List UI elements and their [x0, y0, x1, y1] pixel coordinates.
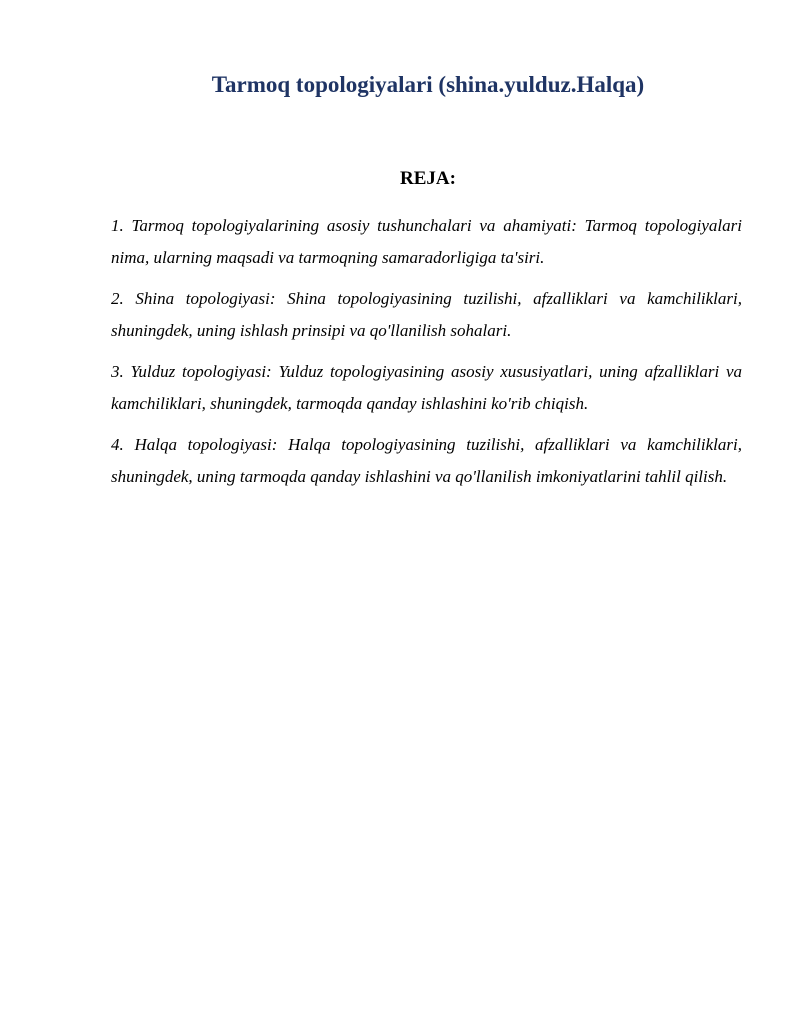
plan-item: 4. Halqa topologiyasi: Halqa topologiyasining tuzilishi, afzalliklari va kamchiliklari, shuningdek, uning tarmoqda qanday ishlashini va qo'llanilish imkoniyatlarini tahlil qilish. — [111, 435, 742, 486]
plan-item: 3. Yulduz topologiyasi: Yulduz topologiyasining asosiy xususiyatlari, uning afzalliklari va kamchiliklari, shuningdek, tarmoqda qanday ishlashini ko'rib chiqish. — [111, 362, 742, 413]
plan-list — [111, 210, 742, 502]
document-title: Tarmoq topologiyalari (shina.yulduz.Halqa) — [211, 72, 645, 97]
plan-item: 2. Shina topologiyasi: Shina topologiyasining tuzilishi, afzalliklari va kamchiliklari, shuningdek, uning ishlash prinsipi va qo'llanilish sohalari. — [111, 289, 742, 340]
plan-item: 1. Tarmoq topologiyalarining asosiy tushunchalari va ahamiyati: Tarmoq topologiyalari nima, ularning maqsadi va tarmoqning samaradorligiga ta'siri. — [111, 216, 742, 267]
plan-heading: REJA: — [400, 168, 456, 189]
